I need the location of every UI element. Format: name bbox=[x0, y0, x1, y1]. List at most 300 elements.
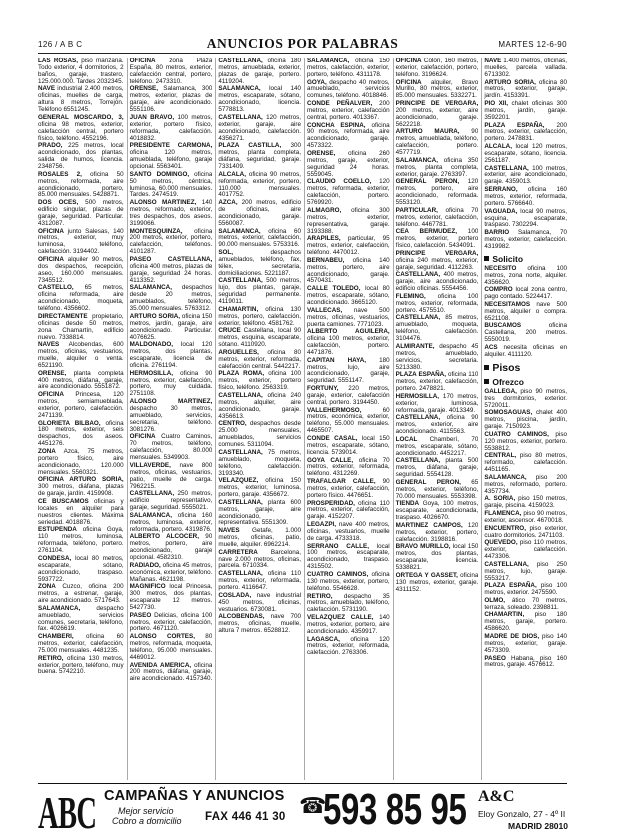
ad-text: 200 metros, edificio de oficinas, aire acondicionado, garaje. 5560087. bbox=[218, 199, 301, 227]
ad-text: oficina 100 metros, zona norte, alquiler. 4356620. bbox=[484, 264, 567, 286]
ad-text: Azca, 75 metros, portero físico, aire acondicionado, 120.000 mensuales. 5560321. bbox=[38, 448, 124, 476]
classified-ad bbox=[38, 477, 124, 498]
classified-ad bbox=[218, 278, 301, 306]
ad-heading: CUATRO CAMINOS, bbox=[484, 430, 549, 438]
square-bullet-icon bbox=[484, 365, 489, 370]
classified-ad bbox=[38, 200, 124, 228]
ad-text: oficina 130 metros, exterior, garaje. 4311152. bbox=[395, 571, 479, 593]
classified-ad bbox=[396, 58, 479, 79]
page-number: 126 / A B C bbox=[38, 40, 83, 49]
ad-heading: PROSPERIDAD, bbox=[306, 499, 355, 507]
classified-ad bbox=[484, 302, 567, 323]
ad-text: piso 110 metros, exterior, calefacción. 4473306. bbox=[484, 539, 567, 561]
classified-ad bbox=[484, 144, 567, 165]
ad-text: piso manzana. Todo exterior, 4 dormitorios, 2 baños, garaje, trastero, 125.000.000. Tardes 2032345. bbox=[38, 58, 124, 85]
agency-logo: A&C bbox=[478, 788, 515, 805]
ad-heading: CASTELLANA, bbox=[395, 314, 441, 322]
ad-text: Getafe, 1.000 metros, oficinas, patio, muelle, alquiler. 6962214. bbox=[218, 527, 301, 548]
classified-ad bbox=[38, 86, 124, 114]
classified-ad bbox=[307, 522, 390, 543]
ad-heading: CAPITAN HAYA, bbox=[306, 356, 367, 364]
ad-heading: SANTO DOMINGO, bbox=[129, 170, 190, 178]
ad-text: oficina 80 metros, exterior, garaje, jardín. 4153391. bbox=[484, 78, 567, 100]
ad-heading: NECESITO bbox=[484, 264, 517, 272]
ad-text: oficina 240 metros, alquiler, aire acondicionado, garaje. 4356613. bbox=[218, 391, 301, 420]
ad-heading: CONCHA ESPINA, bbox=[306, 121, 366, 129]
ad-text: Castellana, local 90 metros, esquina, escaparate, sótano. 4110920. bbox=[218, 327, 301, 349]
ad-heading: CHAMARTIN, bbox=[218, 305, 259, 313]
ad-heading: SALAMANCA, bbox=[306, 58, 350, 64]
ad-heading: ALBERTO AGUILERA, bbox=[306, 328, 390, 336]
classified-ad bbox=[38, 172, 124, 200]
ad-text: 300 metros, diáfana, plazas de garaje, jardín. 4159908. bbox=[38, 483, 124, 498]
classified-ad bbox=[218, 200, 301, 228]
classified-ad bbox=[130, 634, 213, 662]
ad-heading: GALLEGA, bbox=[484, 387, 517, 395]
ad-text: 100 metros, exterior, portero físico, calefacción. 5434091. bbox=[395, 228, 479, 250]
ad-heading: RADIADO, bbox=[129, 561, 161, 569]
section-title: ANUNCIOS POR PALABRAS bbox=[206, 36, 399, 51]
ad-text: local 120 metros, dos plantas, escaparate, licencia de oficina. 2761194. bbox=[129, 341, 213, 369]
ad-column-6 bbox=[481, 58, 567, 780]
ad-text: despachos amueblados, teléfono, fax, télex, secretaria, domiciliaciones. 5221187. bbox=[218, 249, 301, 277]
classified-ad bbox=[130, 399, 213, 434]
classified-ad bbox=[38, 229, 124, 257]
classified-ad bbox=[396, 272, 479, 293]
classified-ad bbox=[38, 634, 124, 655]
ad-text: oficina Goya, 110 metros, luminosa, reformada, teléfono, portero. 2761104. bbox=[38, 526, 124, 555]
agency-address: Eloy Gonzalo, 27 - 4º II bbox=[478, 809, 566, 819]
classified-ad bbox=[484, 432, 567, 453]
classified-ad bbox=[38, 449, 124, 477]
ad-heading: CASTELLANA, bbox=[218, 391, 263, 399]
classified-ad bbox=[484, 323, 567, 344]
ad-heading: CASTELLANA, bbox=[395, 457, 441, 465]
ad-text: 225 metros, local acondicionado, dos plantas, salida de humos, licencia. 2348756. bbox=[38, 142, 124, 170]
classified-ad bbox=[484, 287, 567, 301]
ad-text: particular, 95 metros, exterior, calefacción, teléfono. 4470012. bbox=[306, 235, 390, 257]
ad-heading: VALLEHERMOSO, bbox=[306, 406, 362, 414]
ad-text: oficina 130 metros, exterior, portero, teléfono, muy buena. 5742210. bbox=[38, 654, 124, 676]
issue-date: MARTES 12-6-90 bbox=[498, 40, 567, 49]
classified-ad bbox=[38, 371, 124, 392]
ad-heading: ALCALA, bbox=[484, 143, 512, 151]
ad-text: nave 700 metros, oficinas, muelle, altura 7 metros. 6528812. bbox=[218, 613, 301, 635]
ad-heading: PLAZA CASTILLA, bbox=[218, 142, 282, 150]
ad-text: oficina 160 metros, luminosa, exterior, reformada, portero. 4319876. bbox=[129, 511, 213, 533]
ad-heading: RETIRO, bbox=[38, 654, 64, 662]
classified-ad bbox=[396, 294, 479, 315]
ad-heading: OFICINA bbox=[129, 433, 156, 441]
classified-ad bbox=[396, 394, 479, 415]
ad-heading: GOYA CALLE, bbox=[306, 456, 354, 464]
ad-heading: CASTELLANA, bbox=[484, 164, 529, 172]
classified-ad bbox=[130, 463, 213, 491]
ad-text: oficina 260 metros, garaje, exterior, seguridad 24 horas. 5559045. bbox=[306, 149, 390, 178]
ad-text: oficina 130 metros, portero, calefacción, exterior, teléfono. 4581762. bbox=[218, 305, 301, 327]
ad-text: oficina 50 metros, reformada, aire acondicionado, portero, 85.000 mensuales. 5428871. bbox=[38, 170, 124, 199]
classified-ad bbox=[396, 501, 479, 522]
ad-heading: PRADO, bbox=[38, 142, 63, 150]
ad-text: oficina 150 metros, exterior, luminosa, portero, garaje. 4356672. bbox=[218, 477, 301, 499]
ad-heading: CASTELLANA, bbox=[218, 570, 263, 578]
classified-ad bbox=[484, 656, 567, 670]
classified-ad bbox=[38, 115, 124, 143]
ad-heading: TIENDA bbox=[395, 500, 420, 508]
ad-heading: BUSCAMOS bbox=[484, 322, 522, 330]
ad-heading: SERRANO CALLE, bbox=[306, 542, 369, 550]
ad-text: Chamberí, 70 metros, escaparate, sótano, acondicionado. 4452217. bbox=[395, 435, 479, 457]
ad-text: Princesa, 120 metros, semiamueblada, exterior, portero, calefacción. 2471139. bbox=[38, 391, 124, 419]
classified-ad bbox=[396, 523, 479, 544]
ad-heading: OFICINA bbox=[395, 78, 422, 86]
ad-heading: MADRE DE DIOS, bbox=[484, 632, 540, 640]
ad-text: local 150 metros, escaparate, sótano, licencia. 5739014. bbox=[306, 434, 390, 456]
classified-ad bbox=[396, 129, 479, 157]
ad-heading: GENERAL MOSCARDO, 3, bbox=[38, 113, 124, 121]
classified-ad bbox=[38, 527, 124, 555]
classified-ad bbox=[38, 143, 124, 171]
ad-heading: BRAVO MURILLO, bbox=[395, 543, 451, 551]
ad-heading: CASTELLANA, bbox=[484, 560, 529, 568]
ad-heading: ALBERTO ALCOCER, bbox=[129, 533, 199, 541]
classified-ad bbox=[130, 86, 213, 114]
classified-ad bbox=[307, 544, 390, 572]
ad-text: Colón, 160 metros, exterior, calefacción, portero, teléfono. 3196624. bbox=[395, 58, 479, 78]
ad-text: oficina 300 metros, exterior, representativa, garaje. 3193388. bbox=[306, 206, 390, 235]
classified-ad bbox=[218, 328, 301, 349]
ad-text: zona Plaza España, 80 metros, exterior, calefacción central, portero, teléfono. 2473310. bbox=[129, 58, 213, 85]
ad-heading: GOYA, bbox=[306, 78, 327, 86]
section-heading-text: Pisos bbox=[492, 361, 521, 374]
classified-ad bbox=[307, 501, 390, 522]
ad-banner-tagline-2: Cobro a domicilio bbox=[112, 816, 182, 826]
classified-ad bbox=[396, 80, 479, 101]
classified-ad bbox=[38, 556, 124, 584]
classified-ad bbox=[38, 342, 124, 370]
ad-text: piso 250 metros, lujo, garaje. 5553217. bbox=[484, 560, 567, 582]
classified-ad bbox=[218, 478, 301, 499]
square-bullet-icon bbox=[484, 256, 489, 261]
ad-heading: GENERAL PERON, bbox=[395, 178, 460, 186]
classified-ad bbox=[484, 540, 567, 561]
ad-text: 80 metros, reformada, moqueta, teléfono, 95.000 mensuales. 4469012. bbox=[129, 633, 213, 661]
ad-heading: OFICINA bbox=[129, 58, 156, 64]
classified-ad bbox=[307, 208, 390, 236]
ad-heading: OLMO, bbox=[484, 596, 505, 604]
ad-heading: BARRIO bbox=[484, 229, 510, 237]
ad-text: oficina 70 metros, exterior, calefacción, teléfono. 4467781. bbox=[395, 206, 479, 228]
ad-text: local 150 metros, dos plantas, escaparate, licencia. 5338821. bbox=[395, 543, 479, 572]
ad-heading: ARAPILES, bbox=[306, 235, 341, 243]
classified-ad bbox=[38, 606, 124, 634]
ad-heading: PRESIDENTE CARMONA, bbox=[129, 142, 213, 150]
classified-ad bbox=[484, 453, 567, 474]
section-heading-text: Ofrezco bbox=[492, 376, 524, 387]
ad-heading: CUATRO CAMINOS, bbox=[306, 570, 369, 578]
classified-ad bbox=[396, 544, 479, 572]
ad-heading: ORENSE, bbox=[38, 369, 67, 377]
ad-heading: SALAMANCA, bbox=[218, 85, 261, 93]
ad-text: alquiler 90 metros, dos despachos, recepción, aseo, 160.000 mensuales. 7345512. bbox=[38, 255, 124, 284]
ad-banner-title: CAMPAÑAS Y ANUNCIOS bbox=[104, 788, 285, 804]
ad-text: 250 metros, edificio representativo, garaje, seguridad. 5555021. bbox=[129, 490, 213, 512]
ad-heading: QUEVEDO, bbox=[484, 539, 518, 547]
ad-text: nave 500 metros, oficinas, vestuarios, puerta camiones. 7771023. bbox=[306, 306, 390, 328]
ad-text: nave industrial 450 metros, oficinas, vestuarios. 6730081. bbox=[218, 591, 301, 613]
classified-ad bbox=[130, 371, 213, 399]
ad-text: piso 90 metros, exterior, ascensor. 4670018. bbox=[484, 510, 567, 524]
classified-ad bbox=[218, 115, 301, 143]
ad-heading: FORTUNY, bbox=[306, 385, 339, 393]
classified-ad bbox=[307, 436, 390, 457]
ad-text: oficina 98 metros, exterior, calefacción central, portero físico, teléfono. 4552196. bbox=[38, 120, 124, 142]
ad-text: oficina 90 metros, reformada, exterior, portero, 110.000 mensuales. 4017752. bbox=[218, 170, 301, 199]
classified-ad bbox=[38, 392, 124, 420]
ad-heading: PASEO bbox=[484, 654, 506, 662]
ad-text: oficina 400 metros, plazas de garaje, seguridad 24 horas. 4113352. bbox=[129, 262, 213, 284]
ad-heading: PIO XII, bbox=[484, 100, 509, 108]
ad-heading: TRAFALGAR CALLE, bbox=[306, 478, 376, 486]
classified-ad bbox=[218, 143, 301, 171]
classified-ad bbox=[218, 550, 301, 571]
ad-heading: ARTURO SORIA, bbox=[484, 78, 536, 86]
ad-heading: MARTINEZ CAMPOS, bbox=[395, 521, 463, 529]
ad-text: piso 150 metros, garaje, piscina. 4159023. bbox=[484, 495, 567, 510]
ad-heading: PLAZA ESPAÑA, bbox=[395, 371, 446, 379]
classified-ad bbox=[38, 584, 124, 605]
classified-ad bbox=[484, 101, 567, 122]
classified-ad bbox=[484, 496, 567, 510]
classified-ad bbox=[218, 450, 301, 478]
ad-heading: ORTEGA Y GASSET, bbox=[395, 571, 458, 579]
classified-ad bbox=[396, 229, 479, 250]
ad-text: piso 120 metros, exterior, portero. 5538812. bbox=[484, 430, 567, 452]
ad-heading: OFICINA bbox=[395, 58, 422, 64]
ad-text: 170 metros, exterior, luminosa, reformada, garaje. 4013349. bbox=[395, 392, 479, 414]
classified-ad bbox=[218, 571, 301, 592]
classified-ad bbox=[38, 421, 124, 449]
section-heading-text: Solicito bbox=[492, 253, 524, 264]
ad-heading: PLAZA ESPAÑA, bbox=[484, 121, 545, 129]
ad-heading: CASTELLO, bbox=[38, 284, 74, 292]
ad-heading: PASEO CASTELLANA, bbox=[129, 255, 213, 263]
ad-heading: PASEO bbox=[129, 611, 152, 619]
ad-heading: RETIRO, bbox=[306, 592, 333, 600]
classified-ad bbox=[130, 434, 213, 462]
ad-text: oficina 200 metros, exterior, portero, calefacción, teléfonos. 4101287. bbox=[129, 227, 213, 256]
ad-heading: AZCA, bbox=[218, 199, 238, 207]
classified-ad bbox=[38, 257, 124, 285]
ad-text: planta 500 metros, diáfana, garaje, seguridad. 5554128. bbox=[395, 457, 479, 479]
ad-text: oficina 80 metros, exterior, reformada, calefacción central. 5442217. bbox=[218, 348, 301, 370]
agency-city: MADRID 28010 bbox=[508, 821, 568, 831]
classified-ad bbox=[307, 594, 390, 615]
ad-heading: NAVE bbox=[38, 85, 56, 93]
classified-ad bbox=[218, 371, 301, 392]
ad-text: oficina 140 metros, portero, aire acondicionado, garaje. 4570431. bbox=[306, 256, 390, 285]
ad-text: 120 metros, exterior, garaje, aire acondicionado, calefacción. 4356271. bbox=[218, 113, 301, 142]
ad-text: 65 metros, exterior, teléfono, 70.000 mensuales. 5553398. bbox=[395, 478, 479, 500]
classified-ad bbox=[484, 209, 567, 230]
classified-ad bbox=[38, 58, 124, 86]
classified-ad bbox=[484, 58, 567, 79]
ad-text: oficina 120 metros, exterior, reformada, calefacción. 2763306. bbox=[306, 635, 390, 657]
ad-text: 500 metros, edificio singular, plazas de garaje, seguridad. Particular. 4312087. bbox=[38, 199, 124, 227]
ad-column-3 bbox=[215, 58, 301, 780]
ad-text: 200 metros, exterior, calefacción, portero. 2478831. bbox=[484, 121, 567, 143]
classified-ad bbox=[396, 315, 479, 343]
classified-ad bbox=[38, 314, 124, 342]
ad-text: oficina 100 metros, exterior, calefacción, portero. 4471876. bbox=[306, 335, 390, 356]
abc-logo: ABC bbox=[38, 787, 97, 838]
ad-heading: NAVES bbox=[218, 527, 240, 535]
ad-text: 140 metros, reformado, exterior, tres despachos, dos aseos. 3199066. bbox=[129, 199, 213, 227]
ad-text: Cuzco, oficina 200 metros, a estrenar, garaje, aire acondicionado. 5717643. bbox=[38, 583, 124, 605]
ad-text: 65 metros, oficina reformada, aire acondicionado, moqueta, teléfono. 4356602. bbox=[38, 284, 124, 313]
classified-ad bbox=[307, 308, 390, 329]
classified-ad bbox=[218, 86, 301, 114]
ad-heading: NAVE bbox=[484, 58, 502, 64]
ad-text: junto Salesas, 140 metros, exterior, muy luminosa, teléfono, calefacción. 3194402. bbox=[38, 227, 124, 256]
ad-text: despacho 30 metros, amueblado, servicios, secretaria, teléfono. 3081276. bbox=[129, 404, 213, 433]
ad-heading: ORENSE, bbox=[129, 85, 158, 93]
classified-ad bbox=[38, 656, 124, 677]
ad-heading: CLAUDIO COELLO, bbox=[306, 178, 372, 186]
classified-ad bbox=[307, 458, 390, 479]
ad-heading: ARGUELLES, bbox=[218, 348, 259, 356]
classified-ad bbox=[218, 614, 301, 635]
classified-ad bbox=[307, 236, 390, 257]
classified-ad bbox=[396, 344, 479, 372]
ad-heading: CASTELLANA, bbox=[129, 490, 175, 498]
ad-text: local 120 metros, escaparate, sótano, licencia. 2561187. bbox=[484, 143, 567, 164]
ad-heading: MAGNIFICO bbox=[129, 583, 166, 591]
ad-heading: ALONSO CORTES, bbox=[129, 633, 195, 641]
ad-column-1 bbox=[38, 58, 124, 780]
ad-heading: CONDE PEÑALVER, bbox=[306, 100, 373, 108]
ad-heading: VILLAVERDE, bbox=[129, 461, 171, 469]
ad-heading: ENCUENTRO, bbox=[484, 524, 526, 532]
classified-ad bbox=[130, 563, 213, 584]
classified-ad bbox=[396, 251, 479, 272]
section-heading bbox=[484, 254, 567, 264]
ad-text: nave 400 metros, oficinas, vestuarios, muelle de carga. 4733318. bbox=[306, 521, 390, 542]
ad-text: oficinas y locales en alquiler para nuestros clientes. Máxima seriedad. 4018876. bbox=[38, 497, 124, 526]
ad-text: 200 metros, exterior, calefacción central, portero. 4013367. bbox=[306, 100, 390, 121]
ad-text: oficina 350 metros, planta completa, exterior, garaje. 2763397. bbox=[395, 156, 479, 178]
ad-text: 100 metros, exterior, portero físico, reformada, calefacción. 4018832. bbox=[129, 113, 213, 142]
classified-ad bbox=[484, 266, 567, 287]
ad-heading: OFICINA bbox=[38, 255, 64, 263]
ad-heading: SERRANO, bbox=[484, 186, 518, 194]
classified-ad bbox=[307, 258, 390, 286]
ad-heading: SALAMANCA, bbox=[484, 473, 527, 481]
classified-ad bbox=[396, 415, 479, 436]
classified-ad bbox=[130, 663, 213, 684]
ad-heading: SALAMANCA, bbox=[38, 604, 81, 612]
ad-heading: SOMOSAGUAS, bbox=[484, 409, 533, 417]
ad-heading: LOCAL bbox=[395, 435, 418, 443]
ad-text: piso 140 metros, exterior, garaje. 4573309. bbox=[484, 632, 567, 654]
ad-heading: FLAMENCA, bbox=[484, 510, 522, 517]
classified-ad bbox=[130, 534, 213, 562]
ad-heading: ORENSE, bbox=[306, 149, 336, 157]
ad-heading: SOL, bbox=[218, 249, 234, 257]
classified-ad bbox=[38, 499, 124, 527]
ad-text: oficina 110 metros, exterior, calefacción, portero. 2478821. bbox=[395, 371, 479, 393]
ad-heading: HERMOSILLA, bbox=[129, 369, 174, 377]
classified-ad bbox=[396, 372, 479, 393]
classified-ad bbox=[307, 358, 390, 386]
ad-heading: ALMAGRO, bbox=[306, 206, 342, 214]
ad-heading: ALCOBENDAS, bbox=[218, 613, 265, 621]
ad-heading: VAGUADA, bbox=[484, 207, 518, 215]
ad-heading: ROSALES 2, bbox=[38, 170, 82, 178]
ad-text: oficina 120 metros, amueblada, teléfono, garaje opcional. 5563401. bbox=[129, 149, 213, 170]
ad-text: oficina 90 metros, exterior, aire acondicionado. 4115563. bbox=[395, 414, 479, 436]
ad-heading: PARTICULAR, bbox=[395, 206, 438, 214]
ad-text: chalet oficinas 300 metros, jardín, garaje. 3592201. bbox=[484, 100, 567, 121]
classified-ad bbox=[130, 200, 213, 228]
ad-text: Salamanca, 300 metros, exterior, plazas de garaje, aire acondicionado. 5551106. bbox=[129, 85, 213, 114]
ad-text: despachos desde 20 metros, amueblados, teléfono, 35.000 mensuales. 5763312. bbox=[129, 284, 213, 313]
ad-heading: CASTELLANA, bbox=[218, 448, 263, 456]
ad-heading: A. SORIA, bbox=[484, 495, 516, 503]
ad-heading: JUAN BRAVO, bbox=[129, 113, 175, 121]
ad-heading: SALAMANCA, bbox=[129, 284, 172, 292]
classified-ad bbox=[130, 314, 213, 342]
ad-text: planta completa 400 metros, diáfana, garaje, aire acondicionado. 5551872. bbox=[38, 369, 124, 391]
classified-ad bbox=[484, 80, 567, 101]
classified-ad bbox=[130, 115, 213, 143]
ad-text: piso 90 metros, tres dormitorios, exterior. 5720011. bbox=[484, 387, 567, 409]
ad-heading: MALDONADO, bbox=[129, 341, 174, 349]
ad-text: local 80 metros, escaparate, sótano, acondicionado. 3665120. bbox=[306, 285, 390, 306]
ad-heading: ALONSO MARTINEZ, bbox=[129, 398, 213, 406]
classified-ad bbox=[218, 307, 301, 328]
ad-text: despachos desde 25.000 mensuales, amueblados, servicios comunes. 5311094. bbox=[218, 420, 301, 449]
ad-heading: PRINCIPE VERGARA, bbox=[395, 249, 479, 257]
ad-text: industrial 2.400 metros, oficinas, muelles de carga, altura 8 metros, Torrejón. Teléfono 6551245. bbox=[38, 85, 124, 114]
ad-text: 400 metros, garaje, aire acondicionado, edificio oficinas. 5554456. bbox=[395, 271, 479, 293]
ad-text: despacho 40 metros, amueblado, servicios comunes, teléfono. 4018846. bbox=[306, 78, 390, 100]
classified-ad bbox=[396, 208, 479, 229]
section-heading bbox=[484, 362, 567, 374]
classified-ad bbox=[307, 386, 390, 407]
ad-heading: ARTURO SORIA, bbox=[129, 312, 181, 320]
classified-ad bbox=[307, 615, 390, 636]
classified-ad bbox=[484, 230, 567, 251]
ad-heading: CHAMBERI, bbox=[38, 633, 74, 641]
ad-heading: NAVES bbox=[38, 341, 60, 349]
ad-heading: GENERAL PERON, bbox=[395, 478, 461, 486]
ad-text: alquiler, Bravo Murillo, 80 metros, exterior, 85.000 mensuales. 5332271. bbox=[395, 78, 479, 100]
phone-number: 593 85 95 bbox=[323, 785, 467, 834]
classified-ad bbox=[307, 58, 390, 79]
ad-heading: CASTELLANA, bbox=[218, 58, 263, 64]
ad-text: Barcelona, nave 2.000 metros, oficinas, parcela. 6710334. bbox=[218, 548, 301, 570]
ad-text: planta 600 metros, garaje, aire acondicionado, representativa. 5551309. bbox=[218, 498, 301, 527]
ad-heading: ALONSO MARTINEZ, bbox=[129, 199, 197, 207]
classified-ad bbox=[130, 491, 213, 512]
classified-ad bbox=[307, 80, 390, 101]
classified-ad bbox=[307, 408, 390, 436]
ad-text: 60 metros, económica, exterior, teléfono, 55.000 mensuales. 4465507. bbox=[306, 406, 390, 435]
ad-text: Salamanca, 70 metros, exterior, calefacción. 4319982. bbox=[484, 229, 567, 250]
ad-heading: CASTELLANA, bbox=[395, 271, 441, 279]
classified-ad bbox=[484, 511, 567, 525]
